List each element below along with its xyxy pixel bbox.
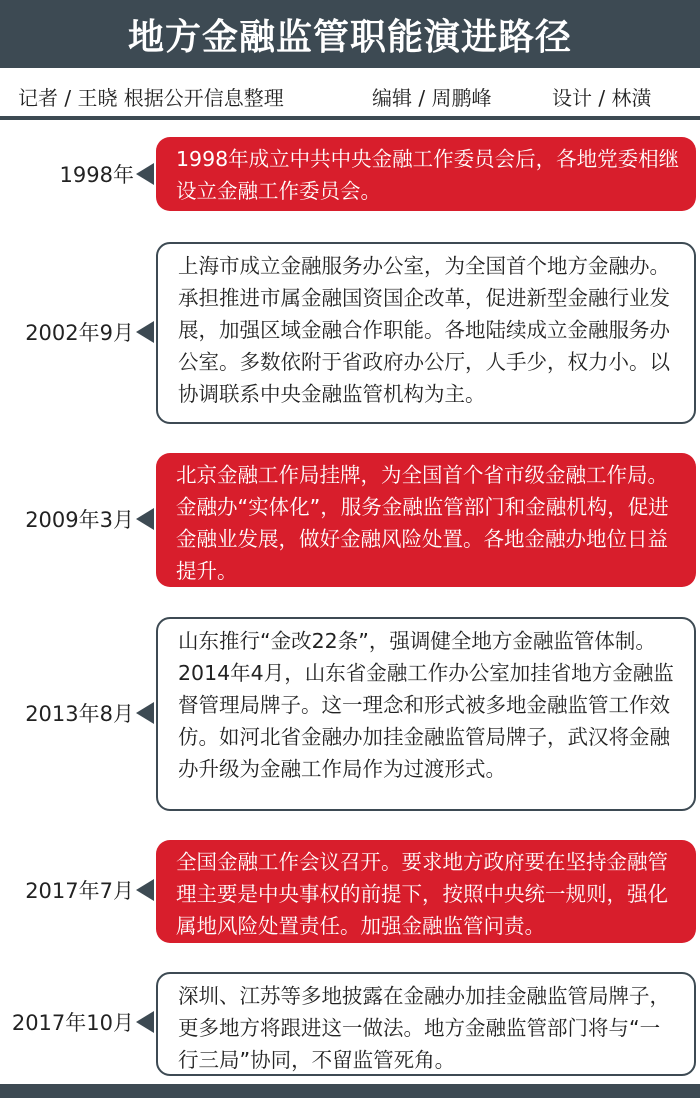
pointer-arrow-icon (136, 163, 154, 185)
editor-credit: 编辑 / 周鹏峰 (372, 86, 492, 110)
design-credit: 设计 / 林潢 (552, 86, 652, 110)
pointer-arrow-icon (136, 1011, 154, 1033)
footer-bar (0, 1084, 700, 1098)
event-box: 全国金融工作会议召开。要求地方政府要在坚持金融管理主要是中央事权的前提下，按照中央统一规则，强化属地风险处置责任。加强金融监管问责。 (156, 840, 696, 943)
event-date: 2009年3月 (25, 508, 134, 532)
event-box: 北京金融工作局挂牌，为全国首个省市级金融工作局。金融办“实体化”，服务金融监管部门和金融机构，促进金融业发展，做好金融风险处置。各地金融办地位日益提升。 (156, 453, 696, 587)
event-box: 深圳、江苏等多地披露在金融办加挂金融监管局牌子，更多地方将跟进这一做法。地方金融监管部门将与“一行三局”协同，不留监管死角。 (156, 972, 696, 1076)
event-box: 山东推行“金改22条”，强调健全地方金融监管体制。2014年4月，山东省金融工作办公室加挂省地方金融监督管理局牌子。这一理念和形式被多地金融监管工作效仿。如河北省金融办加挂金融监管局牌子，武汉将金融办升级为金融工作局作为过渡形式。 (156, 617, 696, 811)
pointer-arrow-icon (136, 879, 154, 901)
event-box: 上海市成立金融服务办公室，为全国首个地方金融办。承担推进市属金融国资国企改革，促进新型金融行业发展，加强区域金融合作职能。各地陆续成立金融服务办公室。多数依附于省政府办公厅，人手少，权力小。以协调联系中央金融监管机构为主。 (156, 242, 696, 424)
page-title: 地方金融监管职能演进路径 (127, 16, 572, 58)
reporter-credit: 记者 / 王晓 根据公开信息整理 (18, 86, 284, 110)
pointer-arrow-icon (136, 321, 154, 343)
event-box: 1998年成立中共中央金融工作委员会后，各地党委相继设立金融工作委员会。 (156, 137, 696, 211)
event-date: 2002年9月 (25, 321, 134, 345)
event-date: 2017年7月 (25, 879, 134, 903)
pointer-arrow-icon (136, 508, 154, 530)
header-divider (0, 116, 700, 120)
event-date: 1998年 (59, 163, 134, 187)
event-date: 2017年10月 (11, 1011, 134, 1035)
pointer-arrow-icon (136, 702, 154, 724)
header-bar (0, 0, 700, 68)
event-date: 2013年8月 (25, 702, 134, 726)
credits-line (0, 74, 700, 116)
